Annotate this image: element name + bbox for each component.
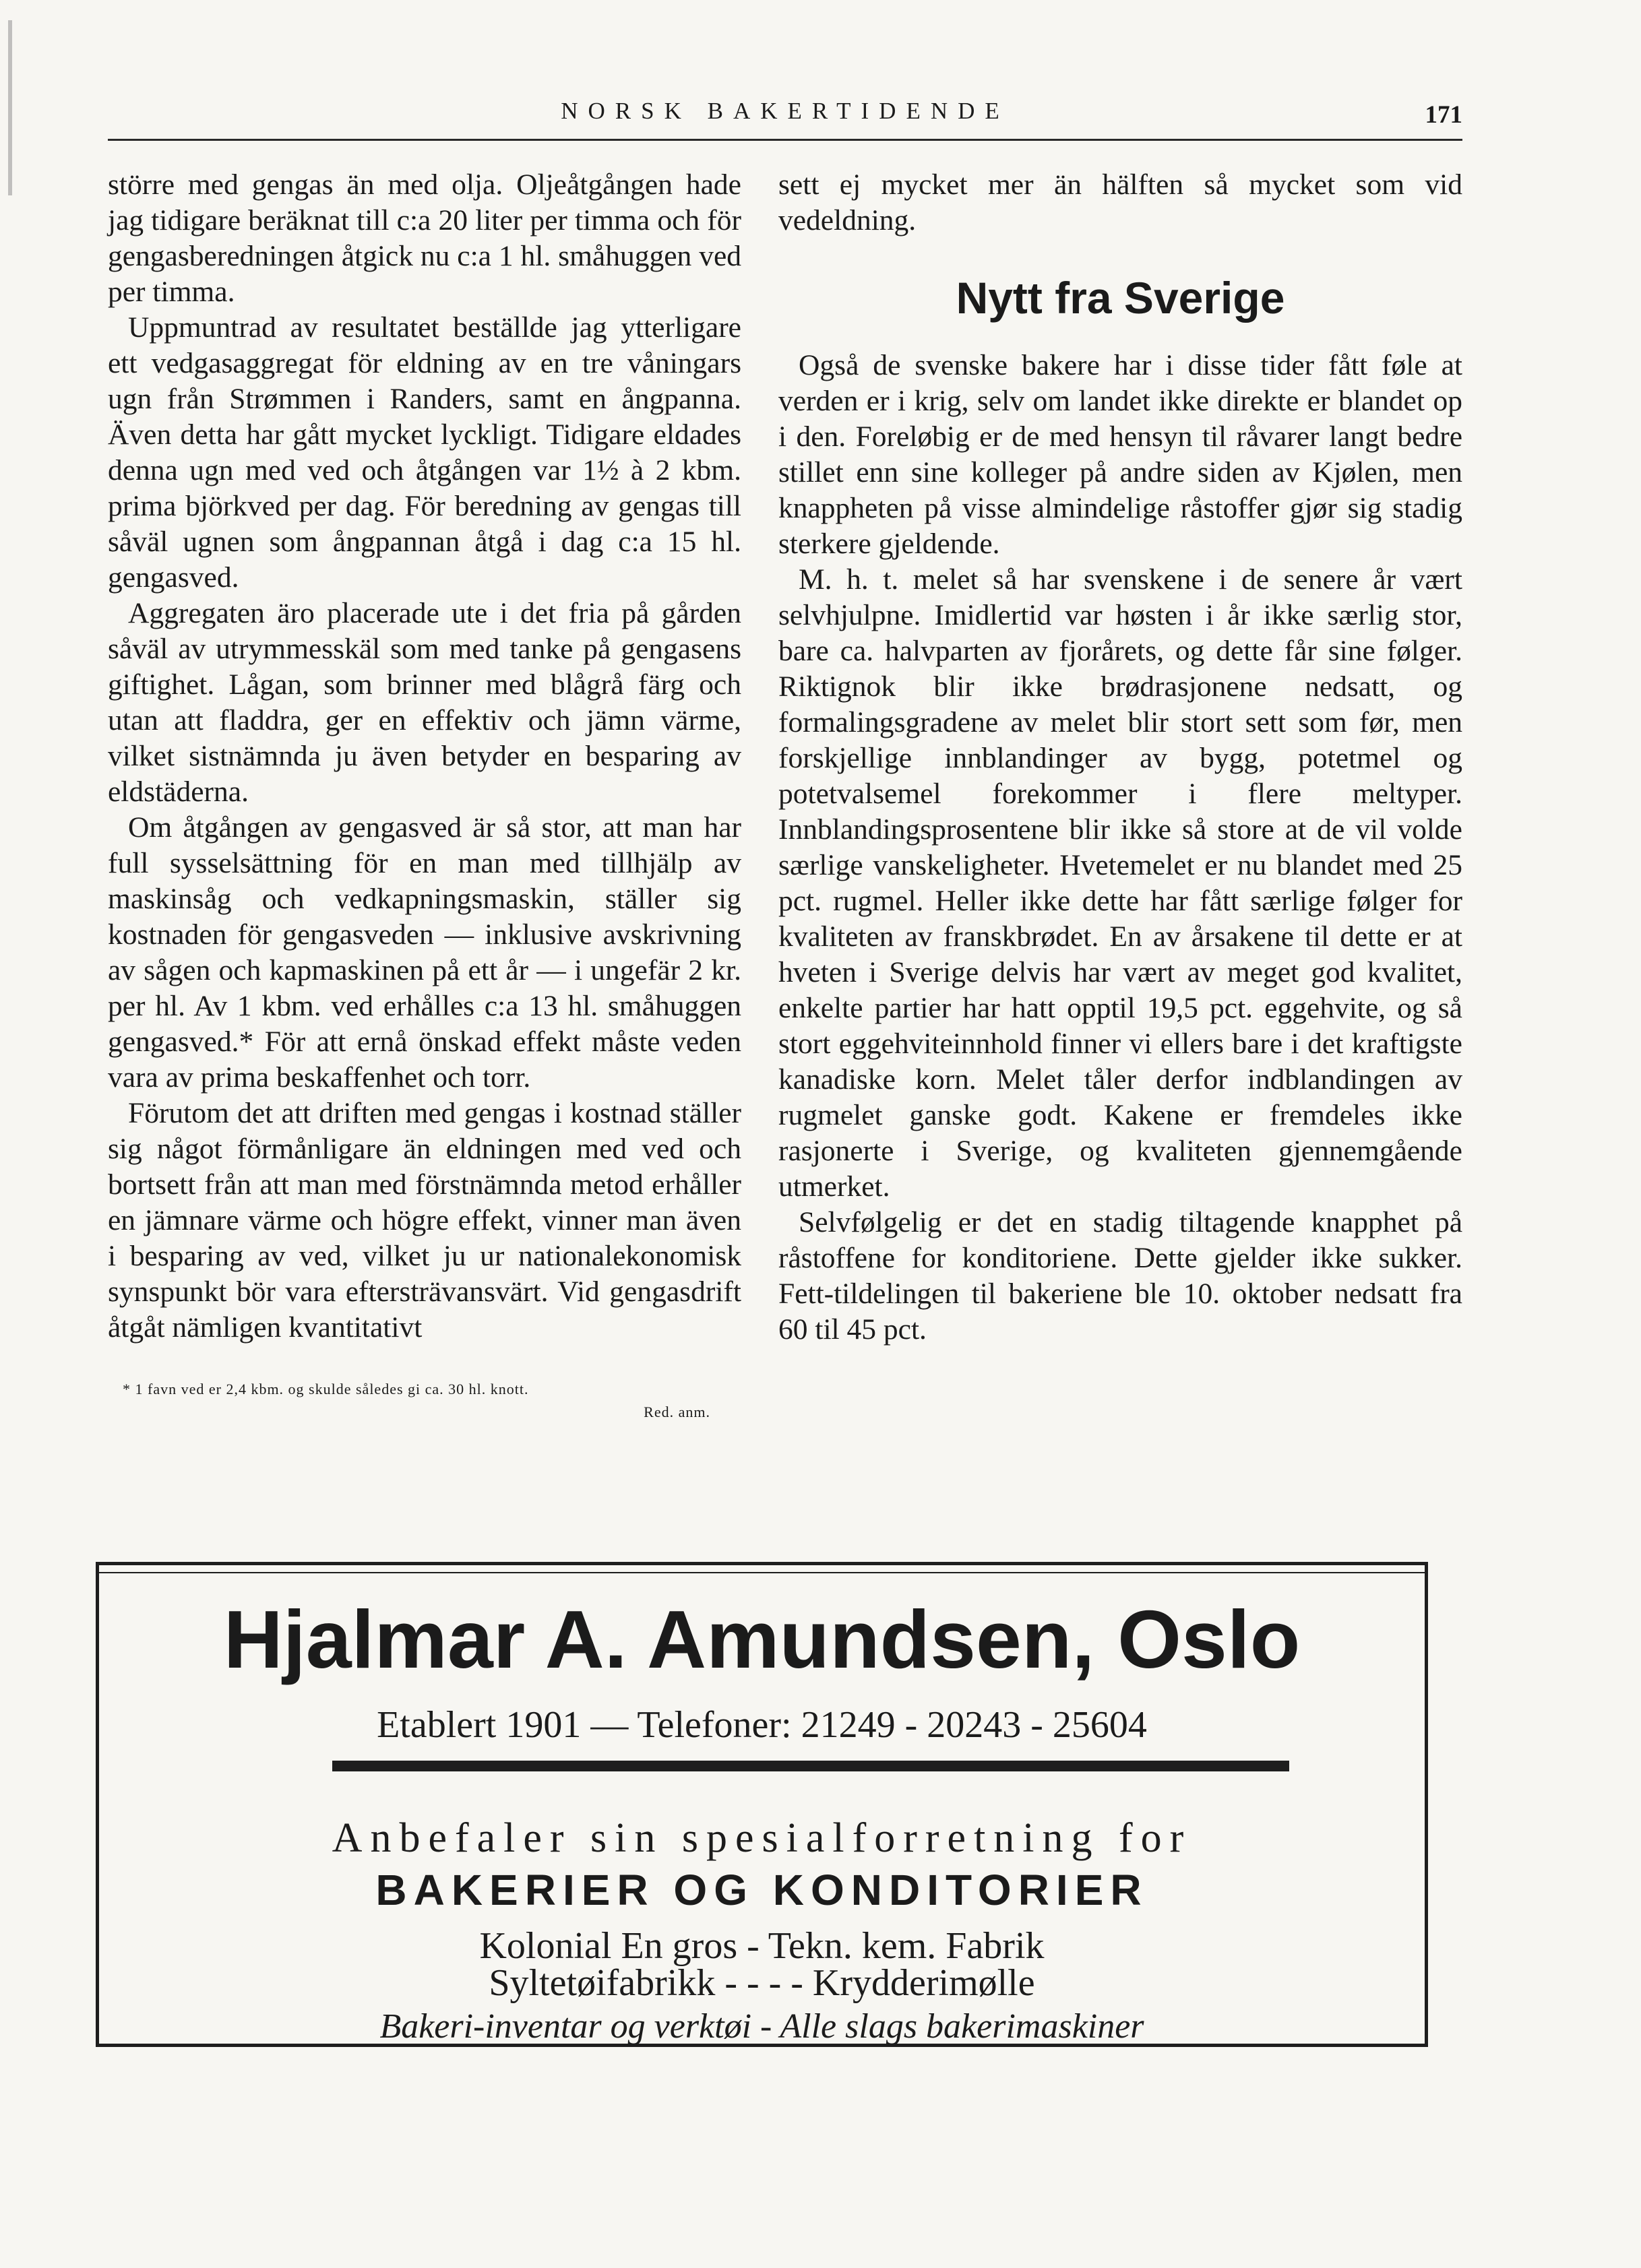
divider [99,1572,1425,1573]
paragraph: större med gengas än med olja. Oljeåtgången hade jag tidigare beräknat till c:a 20 liter per timma och för gengasberedningen åtgick nu c:a 1 hl. småhuggen ved per timma. [108,168,741,308]
ad-firm-name: Hjalmar A. Amundsen, Oslo [223,1594,1301,1685]
ad-established-line: Etablert 1901 — Telefoner: 21249 - 20243 - 25604 [377,1704,1147,1746]
paragraph: M. h. t. melet så har svenskene i de senere år vært selvhjulpne. Imidlertid var høsten i år ikke særlig stor, bare ca. halvparten av fjorårets, og dette får sine følger. Riktignok blir ikke brødrasjonene nedsatt, og formalingsgradene av melet blir stort sett som før, men forskjellige innblandinger av bygg, potetmel og potetvalsemel forekommer i flere meltyper. Innblandingsprosentene blir ikke så store at de vil volde særlige vanskeligheter. Hvetemelet er nu blandet med 25 pct. rugmel. Heller ikke dette har fått særlige følger for kvaliteten av franskbrødet. En av årsakene til dette er at hveten i Sverige delvis har vært av meget god kvalitet, enkelte partier har hatt opptil 19,5 pct. eggehvite, og så stort eggehviteinnhold finner vi ellers bare i det kraftigste kanadiske korn. Melet tåler derfor indblandingen av rugmelet ganske godt. Kakene er fremdeles ikke rasjonerte i Sverige, og kvaliteten gjennemgående utmerket. [778,563,1462,1203]
advertisement-box [96,1562,1428,2047]
left-column [108,167,741,1424]
section-heading: Nytt fra Sverige [956,273,1285,323]
journal-title: NORSK BAKERTIDENDE [561,98,1010,124]
divider [332,1761,1289,1771]
paragraph: Uppmuntrad av resultatet beställde jag ytterligare ett vedgasaggregat för eldning av en tre våningars ugn från Strømmen i Randers, samt en ångpanna. Även detta har gått mycket lyckligt. Tidigare eldades denna ugn med ved och åtgången var 1½ à 2 kbm. prima björkved per dag. För beredning av gengas till såväl ugnen som ångpannan åtgå i dag c:a 15 hl. gengasved. [108,311,741,594]
page-number: 171 [1425,101,1462,129]
paragraph: Förutom det att driften med gengas i kostnad ställer sig något förmånligare än eldningen med ved och bortsett från att man med förstnämnda metod erhåller en jämnare värme och högre effekt, vinner man även i besparing av ved, vilket ju ur nationalekonomisk synspunkt bör vara eftersträvansvärt. Vid gengasdrift åtgåt nämligen kvantitativt [108,1097,741,1344]
paragraph: Selvfølgelig er det en stadig tiltagende knapphet på råstoffene for konditoriene. Dette gjelder ikke sukker. Fett-tildelingen til bakeriene ble 10. oktober nedsatt fra 60 til 45 pct. [778,1206,1462,1346]
footnote-text: * 1 favn ved er 2,4 kbm. og skulde således gi ca. 30 hl. knott. [123,1381,529,1397]
paragraph: Aggregaten äro placerade ute i det fria på gården såväl av utrymmesskäl som med tanke på gengasens giftighet. Lågan, som brinner med blågrå färg och utan att fladdra, ger en effektiv och jämn värme, vilket sistnämnda ju även betyder en besparing av eldstäderna. [108,597,741,808]
footnote [108,1378,741,1424]
ad-products-line: Syltetøifabrikk - - - - Krydderimølle [489,1962,1035,2004]
ad-equipment-line: Bakeri-inventar og verktøi - Alle slags bakerimaskiner [379,2007,1144,2046]
footnote-signature: Red. anm. [644,1404,710,1420]
paragraph: Om åtgången av gengasved är så stor, att man har full sysselsättning för en man med tillhjälp av maskinsåg och vedkapningsmaskin, ställer sig kostnaden för gengasveden — inklusive avskrivning av sågen och kapmaskinen på ett år — i ungefär 2 kr. per hl. Av 1 kbm. ved erhålles c:a 13 hl. småhuggen gengasved.* För att ernå önskad effekt måste veden vara av prima beskaffenhet och torr. [108,811,741,1094]
paragraph: Også de svenske bakere har i disse tider fått føle at verden er i krig, selv om landet ikke direkte er blandet op i den. Foreløbig er de med hensyn til råvarer langt bedre stillet enn sine kolleger på andre siden av Kjølen, men knappheten på visse almindelige råstoffer gjør sig stadig sterkere gjeldende. [778,349,1462,560]
page-edge-shadow [8,20,12,195]
paragraph: sett ej mycket mer än hälften så mycket som vid vedeldning. [778,168,1462,237]
ad-products-line: Kolonial En gros - Tekn. kem. Fabrik [479,1925,1045,1967]
ad-trade: BAKERIER OG KONDITORIER [375,1866,1148,1914]
running-head [108,94,1462,141]
ad-recommends: Anbefaler sin spesialforretning for [332,1815,1192,1861]
right-column [778,167,1462,1348]
